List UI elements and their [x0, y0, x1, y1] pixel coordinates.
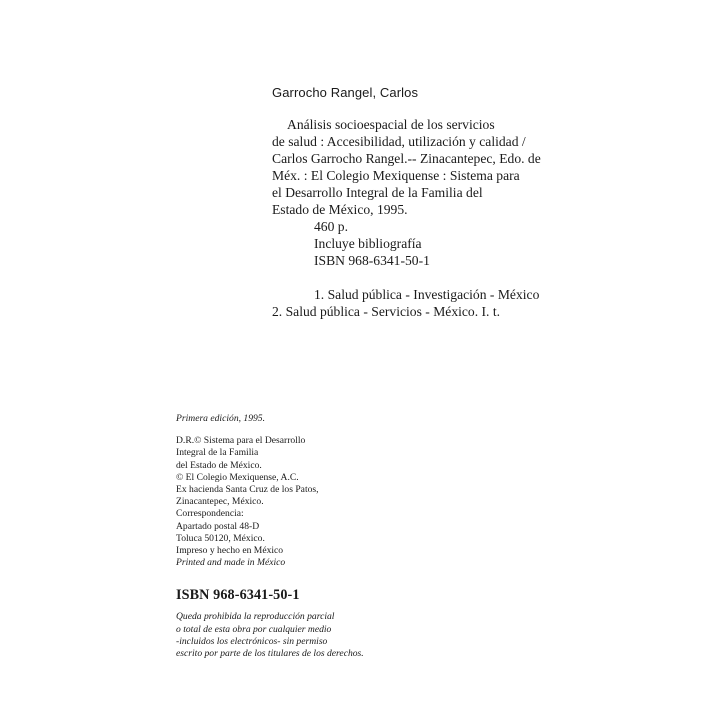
rights-line: D.R.© Sistema para el Desarrollo [176, 435, 306, 447]
rights-line: del Estado de México. [176, 459, 262, 471]
imprint-block [176, 413, 436, 660]
catalog-author: Garrocho Rangel, Carlos [272, 85, 419, 100]
catalog-title-line: Méx. : El Colegio Mexiquense : Sistema para [272, 168, 520, 183]
catalog-title-line: de salud : Accesibilidad, utilización y calidad / [272, 134, 526, 149]
notice-line: o total de esta obra por cualquier medio [176, 623, 332, 635]
rights-line: Impreso y hecho en México [176, 545, 284, 557]
catalog-title-line: Análisis socioespacial de los servicios [287, 117, 495, 132]
notice-line: -incluidos los electrónicos- sin permiso [176, 635, 328, 647]
catalog-subject: 1. Salud pública - Investigación - México [314, 287, 540, 302]
notice-line: escrito por parte de los titulares de los derechos. [176, 648, 364, 660]
catalog-record [272, 84, 572, 320]
catalog-bibliography: Incluye bibliografía [314, 236, 422, 251]
rights-line: © El Colegio Mexiquense, A.C. [176, 471, 299, 483]
rights-line: Ex hacienda Santa Cruz de los Patos, [176, 484, 319, 496]
rights-line: Correspondencia: [176, 508, 244, 520]
reproduction-notice [176, 611, 436, 660]
catalog-subject: 2. Salud pública - Servicios - México. I. t. [272, 304, 501, 319]
catalog-title-line: el Desarrollo Integral de la Familia del [272, 185, 483, 200]
rights-line: Toluca 50120, México. [176, 532, 265, 544]
notice-line: Queda prohibida la reproducción parcial [176, 611, 335, 623]
catalog-title-line: Carlos Garrocho Rangel.-- Zinacantepec, Edo. de [272, 151, 541, 166]
catalog-title-line: Estado de México, 1995. [272, 202, 408, 217]
rights-line: Apartado postal 48-D [176, 520, 260, 532]
catalog-pages: 460 p. [314, 219, 348, 234]
imprint-isbn: ISBN 968-6341-50-1 [176, 587, 300, 604]
catalog-spacer [272, 269, 572, 286]
catalog-isbn: ISBN 968-6341-50-1 [314, 253, 430, 268]
printed-english-note: Printed and made in México [176, 557, 286, 569]
rights-line: Integral de la Familia [176, 447, 259, 459]
rights-line: Zinacantepec, México. [176, 496, 264, 508]
edition-note: Primera edición, 1995. [176, 413, 265, 424]
